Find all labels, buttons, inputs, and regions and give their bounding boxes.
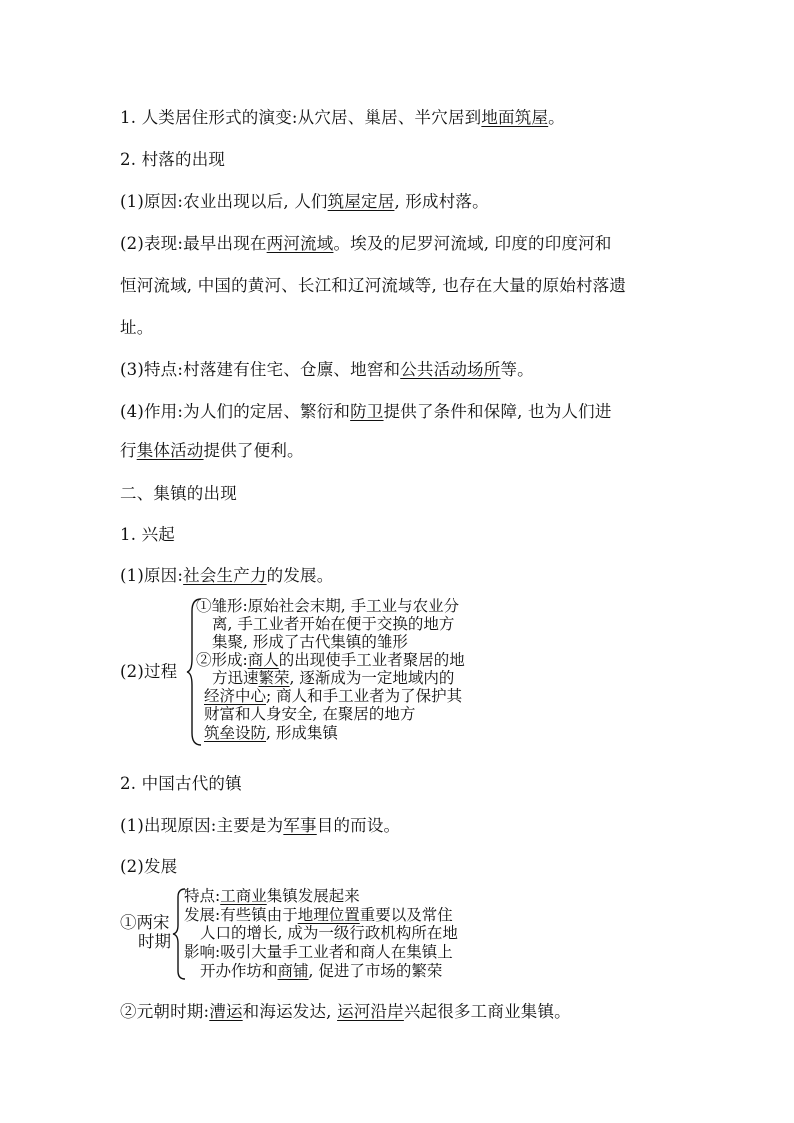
text: 址。 [120,318,154,337]
text: 。 [548,108,565,127]
text: 1. 人类居住形式的演变:从穴居、巢居、半穴居到 [120,108,482,127]
heading: 1. 兴起 [120,525,175,544]
liangsong-label-2 [138,933,171,952]
text: 集聚, 形成了古代集镇的雏形 [212,633,408,651]
line-10 [120,774,242,794]
liangsong-line [200,924,458,943]
line-6a [120,402,612,422]
text: 目的而设。 [316,816,401,835]
liangsong-line [200,962,442,981]
line-11 [120,816,400,836]
text: 方迅速 [212,669,259,687]
text: 的出现使手工业者聚居的地 [278,651,465,669]
heading: (2)发展 [120,857,178,876]
left-brace-icon [186,597,204,747]
line-4b [120,276,626,296]
line-12 [120,857,177,877]
underlined-term: 地理位置 [297,906,360,924]
underlined-term: 防卫 [350,402,384,421]
underlined-term: 运河沿岸 [337,1002,404,1021]
text: 开办作坊和 [200,962,278,980]
underlined-term: 筑屋定居 [327,192,395,211]
label: (2)过程 [120,662,178,681]
liangsong-line [184,943,453,962]
text: 影响:吸引大量手工业者和商人在集镇上 [184,943,453,961]
label: ①两宋 [120,913,170,932]
line-7 [120,484,237,504]
text: 离, 手工业者开始在便于交换的地方 [212,615,455,633]
process-line [212,633,408,652]
text: 财富和人身安全, 在聚居的地方 [204,705,416,723]
text: 人口的增长, 成为一级行政机构所在地 [200,924,458,942]
line-8 [120,525,175,545]
underlined-term: 集体活动 [136,441,204,460]
underlined-term: 经济中心 [204,687,267,705]
line-5 [120,360,534,380]
process-line [212,615,454,634]
line-6b [120,441,304,461]
line-4a [120,234,612,254]
liangsong-line [184,887,360,906]
heading: 二、集镇的出现 [120,484,237,503]
process-label [120,662,177,682]
label: 时期 [138,932,171,951]
text: (4)作用:为人们的定居、繁衍和 [120,402,351,421]
text: 兴起很多工商业集镇。 [403,1002,571,1021]
text: , 促进了市场的繁荣 [308,962,443,980]
process-line [196,597,459,616]
text: 特点: [184,887,221,905]
heading: 2. 村落的出现 [120,150,226,169]
text: 提供了便利。 [203,441,304,460]
text: 和海运发达, [242,1002,338,1021]
line-13 [120,1002,571,1022]
text: 。埃及的尼罗河流域, 印度的印度河和 [333,234,612,253]
text: ②形成: [196,651,248,669]
line-4c [120,318,153,338]
underlined-term: 军事 [283,816,317,835]
text: (1)原因: [120,566,184,585]
text: , 逐渐成为一定地域内的 [289,669,455,687]
underlined-term: 社会生产力 [183,566,267,585]
underlined-term: 商铺 [277,962,309,980]
process-line [196,651,465,670]
text: (3)特点:村落建有住宅、仓廪、地窖和 [120,360,401,379]
line-1 [120,108,565,128]
liangsong-line [184,906,453,925]
process-line [212,669,454,688]
process-line [204,705,415,724]
line-3 [120,192,489,212]
liangsong-label-1 [120,914,170,933]
text: 重要以及常住 [359,906,453,924]
text: ①雏形:原始社会末期, 手工业与农业分 [196,597,460,615]
text: 提供了条件和保障, 也为人们进 [383,402,612,421]
text: , 形成村落。 [394,192,489,211]
text: 行 [120,441,137,460]
text: 的发展。 [266,566,334,585]
text: (2)表现:最早出现在 [120,234,267,253]
text: 恒河流域, 中国的黄河、长江和辽河流域等, 也存在大量的原始村落遗 [120,276,627,295]
process-line [204,724,338,743]
underlined-term: 工商业 [220,887,267,905]
line-9 [120,566,333,586]
text: ; 商人和手工业者为了保护其 [266,687,463,705]
text: , 形成集镇 [266,724,338,742]
line-2 [120,150,225,170]
text: ②元朝时期: [120,1002,210,1021]
text: 等。 [500,360,534,379]
underlined-term: 两河流域 [266,234,334,253]
underlined-term: 繁荣 [258,669,290,687]
heading: 2. 中国古代的镇 [120,774,242,793]
underlined-term: 漕运 [209,1002,243,1021]
text: 发展:有些镇由于 [184,906,298,924]
underlined-term: 筑垒设防 [204,724,267,742]
process-line [204,687,462,706]
underlined-term: 地面筑屋 [481,108,549,127]
underlined-term: 公共活动场所 [400,360,501,379]
text: 集镇发展起来 [266,887,360,905]
text: (1)出现原因:主要是为 [120,816,284,835]
text: (1)原因:农业出现以后, 人们 [120,192,328,211]
underlined-term: 商人 [247,651,279,669]
